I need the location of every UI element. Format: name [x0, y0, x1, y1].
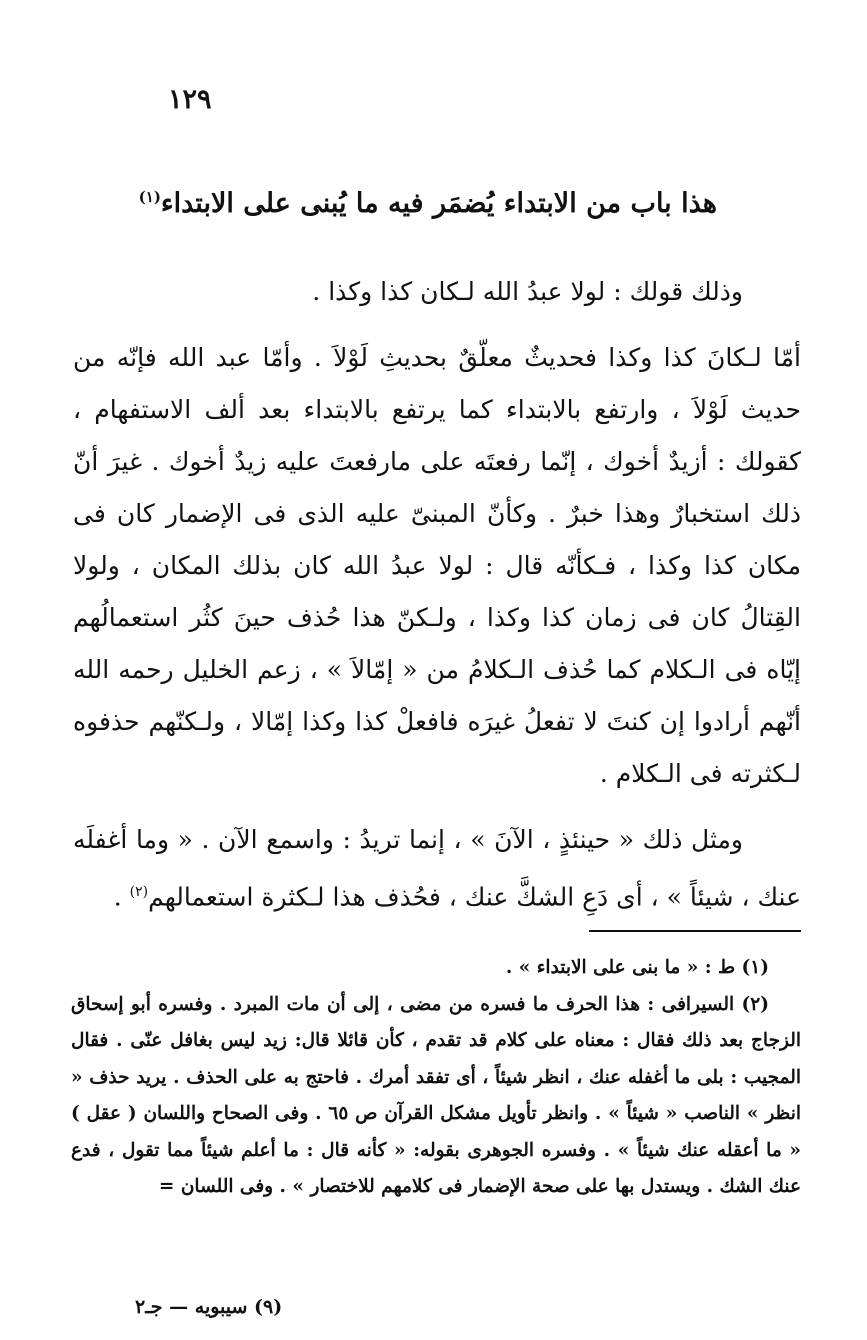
footnote-1: (١) ط : « ما بنى على الابتداء » .	[505, 957, 769, 978]
footnote-2: (٢) السيرافى : هذا الحرف ما فسره من مضى ، إلى أن مات المبرد . وفسره أبو إسحاق الزجاج بعد ذلك فقال : معناه على كلام قد تقدم ، كأن قائلا قال: زيد ليس بغافل عنّى . فقال المجيب : بلى ما أغفله عنك ، انظر شيئاً ، أى تفقد أمرك . فاحتج به على الحذف . يريد حذف « انظر » الناصب « شيئاً » . وانظر تأويل مشكل القرآن ص ٦٥ . وفى الصحاح واللسان ( عقل ) « ما أعقله عنك شيئاً » . وفسره الجوهرى بقوله: « كأنه قال : ما أعلم شيئاً مما تقول ، فدع عنك الشك . ويستدل بها على صحة الإضمار فى كلامهم للاختصار » . وفى اللسان =	[71, 993, 801, 1197]
paragraph-3-text: ومثل ذلك « حينئذٍ ، الآنَ » ، إنما تريدُ : واسمع الآن . « وما أغفلَه عنك ، شيئاً » ، أى دَعِ الشكَّ عنك ، فحُذف هذا لـكثرة استعمالهم	[73, 825, 801, 912]
chapter-title	[139, 188, 717, 219]
footnote-divider	[589, 930, 801, 932]
body-footnote-ref: (٢)	[129, 884, 149, 900]
paragraph-2: أمّا لـكانَ كذا وكذا فحديثٌ معلّقٌ بحديثِ لَوْلاَ . وأمّا عبد الله فإنّه من حديث لَوْلاَ ، وارتفع بالابتداء كما يرتفع بالابتداء بعد ألف الاستفهام ، كقولك : أزيدٌ أخوك ، إنّما رفعتَه على مارفعتَ عليه زيدٌ أخوك . غيرَ أنّ ذلك استخبارٌ وهذا خبرٌ . وكأنّ المبنىّ عليه الذى فى الإضمار كان فى مكان كذا وكذا ، فـكأنّه قال : لولا عبدُ الله كان بذلك المكان ، ولولا القِتالُ كان فى زمان كذا وكذا ، ولـكنّ هذا حُذف حينَ كثُر استعمالُهم إيّاه فى الـكلام كما حُذف الـكلامُ من « إمّالاَ » ، زعم الخليل رحمه الله أنّهم أرادوا إن كنتَ لا تفعلُ غيرَه فافعلْ كذا وكذا إمّالا ، ولـكنّهم حذفوه لـكثرته فى الـكلام .	[73, 343, 801, 788]
printer-signature: (٩) سيبويه — جـ٢	[135, 1296, 283, 1318]
paragraph-3	[73, 814, 801, 923]
page-number: ١٢٩	[168, 84, 212, 115]
body-text	[73, 266, 801, 937]
title-footnote-ref: (١)	[138, 188, 161, 206]
paragraph-3-end: .	[113, 882, 130, 912]
footnotes	[71, 950, 801, 1206]
paragraph-1: وذلك قولك : لولا عبدُ الله لـكان كذا وكذا .	[312, 277, 743, 306]
chapter-title-text: هذا باب من الابتداء يُضمَر فيه ما يُبنى على الابتداء	[160, 188, 717, 219]
